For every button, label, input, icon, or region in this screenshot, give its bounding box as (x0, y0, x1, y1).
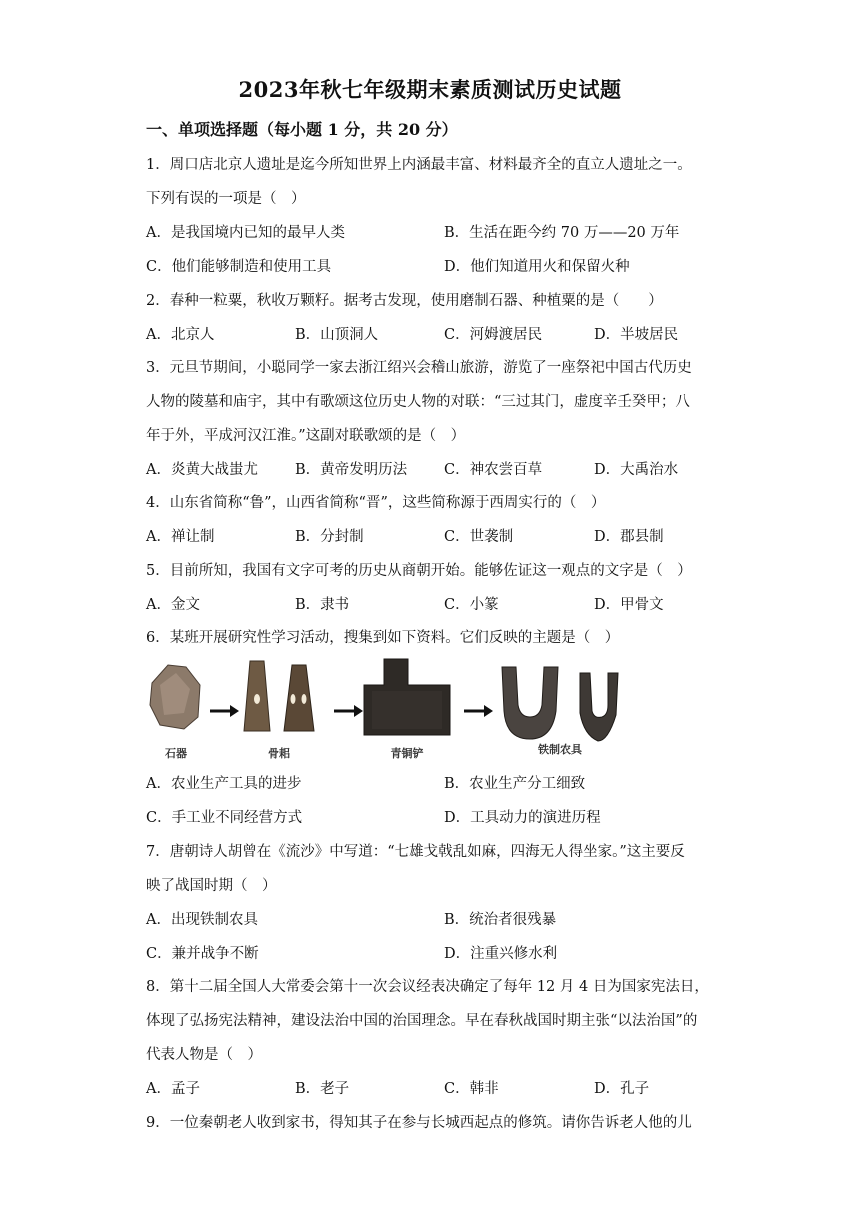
q3-option-d: D．大禹治水 (594, 462, 679, 478)
q4-option-b: B．分封制 (295, 529, 364, 545)
question-3-line-2: 人物的陵墓和庙宇，其中有歌颂这位历史人物的对联：“三过其门，虚度辛壬癸甲；八 (146, 394, 690, 410)
q3-option-a: A．炎黄大战蚩尤 (146, 462, 258, 478)
q8-option-b: B．老子 (295, 1081, 350, 1097)
question-3-line-1: 3．元旦节期间，小聪同学一家去浙江绍兴会稽山旅游，游览了一座祭祀中国古代历史 (146, 360, 692, 376)
caption-iron-tools: 铁制农具 (538, 743, 582, 756)
q7-option-b: B．统治者很残暴 (444, 912, 557, 928)
caption-bone-spade: 骨耜 (268, 747, 290, 760)
q8-option-a: A．孟子 (146, 1081, 200, 1097)
q2-option-c: C．河姆渡居民 (444, 327, 543, 343)
q4-option-d: D．郡县制 (594, 529, 664, 545)
caption-bronze-shovel: 青铜铲 (390, 747, 424, 760)
q6-option-d: D．工具动力的演进历程 (444, 810, 601, 826)
q2-option-d: D．半坡居民 (594, 327, 679, 343)
q2-option-b: B．山顶洞人 (295, 327, 379, 343)
q2-option-a: A．北京人 (146, 327, 215, 343)
arrow-right-icon (334, 705, 363, 717)
question-7-line-2: 映了战国时期（ ） (146, 878, 277, 894)
q8-option-c: C．韩非 (444, 1081, 499, 1097)
question-9-line-1: 9．一位秦朝老人收到家书，得知其子在参与长城西起点的修筑。请你告诉老人他的儿 (146, 1115, 692, 1131)
question-1-line-1: 1．周口店北京人遗址是迄今所知世界上内涵最丰富、材料最齐全的直立人遗址之一。 (146, 157, 692, 173)
arrow-right-icon (464, 705, 493, 717)
q4-option-a: A．禅让制 (146, 529, 215, 545)
q7-option-a: A．出现铁制农具 (146, 912, 258, 928)
q3-option-b: B．黄帝发明历法 (295, 462, 408, 478)
q5-option-d: D．甲骨文 (594, 597, 664, 613)
q5-option-c: C．小篆 (444, 597, 499, 613)
iron-tool-image-2 (580, 673, 618, 741)
farming-tools-figure (146, 655, 636, 763)
q1-option-b: B．生活在距今约 70 万——20 万年 (444, 225, 680, 241)
q6-option-b: B．农业生产分工细致 (444, 776, 586, 792)
question-3-line-3: 年于外，平成河汉江淮。”这副对联歌颂的是（ ） (146, 428, 466, 444)
question-6-line-1: 6．某班开展研究性学习活动，搜集到如下资料。它们反映的主题是（ ） (146, 630, 620, 646)
q7-option-c: C．兼并战争不断 (146, 946, 259, 962)
question-7-line-1: 7．唐朝诗人胡曾在《流沙》中写道：“七雄戈戟乱如麻，四海无人得坐家。”这主要反 (146, 844, 685, 860)
q1-option-a: A．是我国境内已知的最早人类 (146, 225, 345, 241)
q5-option-b: B．隶书 (295, 597, 350, 613)
caption-stone-tool: 石器 (165, 747, 187, 760)
question-1-line-2: 下列有误的一项是（ ） (146, 191, 306, 207)
q6-option-c: C．手工业不同经营方式 (146, 810, 303, 826)
q1-option-c: C．他们能够制造和使用工具 (146, 259, 332, 275)
arrow-right-icon (210, 705, 239, 717)
question-5-line-1: 5．目前所知，我国有文字可考的历史从商朝开始。能够佐证这一观点的文字是（ ） (146, 563, 692, 579)
question-8-line-3: 代表人物是（ ） (146, 1047, 262, 1063)
q6-option-a: A．农业生产工具的进步 (146, 776, 302, 792)
q4-option-c: C．世袭制 (444, 529, 514, 545)
page-title: 2023年秋七年级期末素质测试历史试题 (238, 77, 622, 102)
q1-option-d: D．他们知道用火和保留火种 (444, 259, 630, 275)
question-8-line-2: 体现了弘扬宪法精神，建设法治中国的治国理念。早在春秋战国时期主张“以法治国”的 (146, 1013, 698, 1029)
q5-option-a: A．金文 (146, 597, 200, 613)
question-2-line-1: 2．春种一粒粟，秋收万颗籽。据考古发现，使用磨制石器、种植粟的是（ ） (146, 293, 663, 309)
question-8-line-1: 8．第十二届全国人大常委会第十一次会议经表决确定了每年 12 月 4 日为国家宪法日， (146, 979, 709, 995)
q8-option-d: D．孔子 (594, 1081, 650, 1097)
iron-tool-image (502, 667, 558, 739)
question-4-line-1: 4．山东省简称“鲁”，山西省简称“晋”，这些简称源于西周实行的（ ） (146, 495, 606, 511)
q3-option-c: C．神农尝百草 (444, 462, 543, 478)
q7-option-d: D．注重兴修水利 (444, 946, 558, 962)
section-heading: 一、单项选择题（每小题 1 分，共 20 分） (146, 120, 458, 139)
